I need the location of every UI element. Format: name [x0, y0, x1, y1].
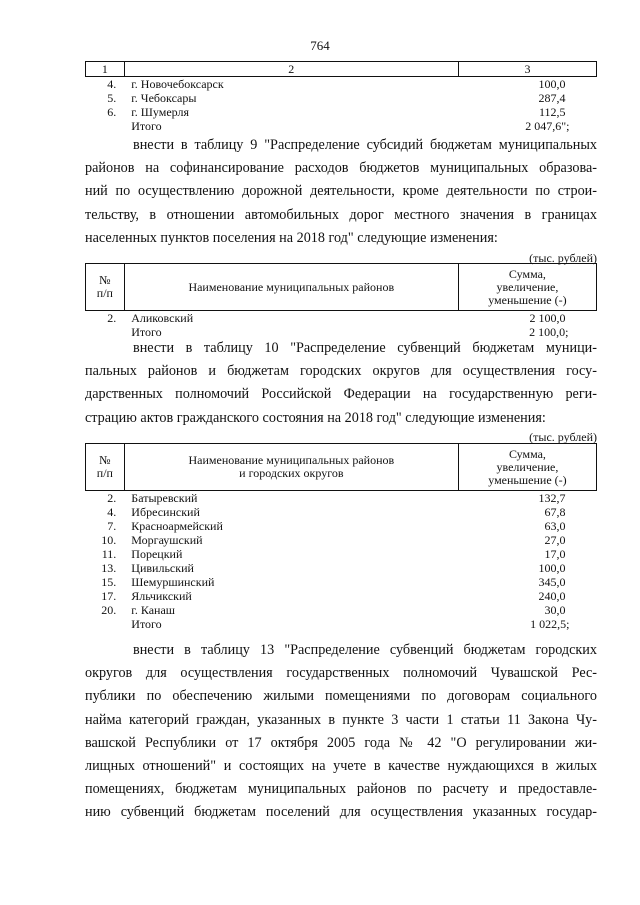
row-name: Моргаушский — [131, 533, 203, 547]
table-row — [86, 91, 597, 105]
row-value: 27,0 — [544, 533, 566, 547]
row-value: 345,0 — [538, 575, 566, 589]
row-number: 4. — [107, 505, 117, 519]
table-row — [86, 519, 597, 533]
table-row — [86, 77, 597, 92]
header-line: и городских округов — [239, 466, 344, 480]
table-row — [86, 547, 597, 561]
table-3 — [85, 443, 597, 631]
row-name: Итого — [131, 325, 162, 339]
header-name — [124, 444, 458, 491]
header-line: Наименование муниципальных районов — [188, 453, 395, 467]
paragraph-1 — [85, 134, 597, 250]
paragraph-line: найма категорий граждан, указанных в пункте 3 части 1 статьи 11 Закона Чу- — [85, 711, 597, 728]
row-value: 2 047,6"; — [525, 119, 570, 133]
row-name: г. Шумерля — [131, 105, 190, 119]
table-row — [86, 603, 597, 617]
header-line: Сумма, — [508, 446, 546, 461]
paragraph-line: страцию актов гражданского состояния на 2018 год" следующие изменения: — [85, 409, 546, 426]
row-value: 287,4 — [538, 91, 566, 105]
table-unit: (тыс. рублей) — [529, 430, 597, 444]
row-number: 7. — [107, 519, 117, 533]
row-value: 100,0 — [538, 77, 566, 91]
table-row — [86, 311, 597, 326]
row-number: 13. — [101, 561, 117, 575]
row-number: 15. — [101, 575, 117, 589]
paragraph-line: ний по осуществлению дорожной деятельности, кроме деятельности по строи- — [85, 183, 597, 200]
row-number: 6. — [107, 105, 117, 119]
row-value: 100,0 — [538, 561, 566, 575]
table-row-total — [86, 617, 597, 631]
header-line: увеличение, — [496, 279, 559, 294]
header-line: уменьшение (-) — [488, 292, 567, 307]
row-number: 10. — [101, 533, 117, 547]
row-name: Итого — [131, 119, 162, 133]
row-name: г. Чебоксары — [131, 91, 197, 105]
paragraph-line: пальных районов и бюджетам городских округов для осуществления госу- — [85, 363, 597, 380]
page-number: 764 — [310, 38, 330, 53]
table-unit: (тыс. рублей) — [529, 251, 597, 265]
table-row — [86, 105, 597, 119]
paragraph-line: помещениях, бюджетам муниципальных районов по расчету и предоставле- — [85, 781, 597, 798]
paragraph-line: внести в таблицу 13 "Распределение субвенций бюджетам городских — [133, 642, 597, 658]
header-line: Сумма, — [508, 266, 546, 281]
header-number — [86, 264, 125, 311]
paragraph-line: вашской Республики от 17 октября 2005 года № 42 "О регулировании жи- — [85, 734, 597, 751]
row-number: 2. — [107, 491, 117, 505]
header-name: Наименование муниципальных районов — [124, 264, 458, 311]
paragraph-2 — [85, 337, 597, 430]
paragraph-line: лищных отношений" и состоящих на учете в качестве нуждающихся в жилых — [85, 758, 597, 775]
row-value: 112,5 — [538, 105, 566, 119]
row-value: 17,0 — [544, 547, 566, 561]
row-value: 63,0 — [544, 519, 566, 533]
paragraph-line: нию субвенций бюджетам поселений для осуществления указанных государ- — [85, 804, 597, 821]
table-row — [86, 589, 597, 603]
header-line: уменьшение (-) — [488, 472, 567, 487]
table-row-total — [86, 119, 597, 133]
row-number: 5. — [107, 91, 117, 105]
paragraph-line: округов для осуществления государственных полномочий Чувашской Рес- — [85, 665, 597, 682]
row-value: 2 100,0 — [529, 311, 566, 325]
row-name: Яльчикский — [131, 589, 192, 603]
row-name: Цивильский — [131, 561, 194, 575]
header-cell: 1 — [86, 62, 125, 77]
row-value: 132,7 — [538, 491, 566, 505]
table-2 — [85, 263, 597, 339]
row-name: Аликовский — [131, 311, 194, 325]
paragraph-line: внести в таблицу 10 "Распределение субвенций бюджетам муници- — [133, 340, 597, 356]
row-value: 30,0 — [544, 603, 566, 617]
row-name: Батыревский — [131, 491, 198, 505]
table-header — [86, 444, 597, 491]
row-name: г. Канаш — [131, 603, 176, 617]
header-cell: 2 — [124, 62, 458, 77]
table-header — [86, 264, 597, 311]
table-row — [86, 561, 597, 575]
paragraph-line: населенных пунктов поселения на 2018 год" следующие изменения: — [85, 229, 498, 246]
table-header — [86, 62, 597, 77]
row-number — [86, 119, 125, 133]
table-1 — [85, 61, 597, 133]
header-line: увеличение, — [496, 459, 559, 474]
table-row — [86, 575, 597, 589]
paragraph-line: публики по обеспечению жилыми помещениями по договорам социального — [85, 688, 597, 705]
paragraph-line: районов на софинансирование расходов бюджетов муниципальных образова- — [85, 160, 597, 177]
table-row — [86, 505, 597, 519]
table-row — [86, 491, 597, 506]
header-line: п/п — [96, 286, 113, 300]
row-name: Шемуршинский — [131, 575, 215, 589]
row-name: Красноармейский — [131, 519, 223, 533]
header-line: № — [99, 273, 111, 287]
row-value: 1 022,5; — [530, 617, 570, 631]
header-sum — [458, 444, 596, 491]
row-value: 2 100,0; — [529, 325, 569, 339]
header-line: № — [99, 453, 111, 467]
table-row — [86, 533, 597, 547]
row-name: Ибресинский — [131, 505, 200, 519]
row-number: 17. — [101, 589, 117, 603]
row-name: Итого — [131, 617, 162, 631]
paragraph-line: дарственных полномочий Российской Федерации на государственную реги- — [85, 386, 597, 403]
row-number: 2. — [107, 311, 117, 325]
paragraph-line: внести в таблицу 9 "Распределение субсидий бюджетам муниципальных — [133, 137, 597, 153]
paragraph-line: тельству, в отношении автомобильных дорог местного значения в границах — [85, 206, 597, 223]
row-name: Порецкий — [131, 547, 183, 561]
header-number — [86, 444, 125, 491]
row-number: 20. — [101, 603, 117, 617]
header-sum — [458, 264, 596, 311]
header-line: п/п — [96, 466, 113, 480]
row-name: г. Новочебоксарск — [131, 77, 224, 91]
row-number — [86, 617, 125, 631]
row-number: 11. — [101, 547, 117, 561]
row-number: 4. — [107, 77, 117, 91]
paragraph-3 — [85, 639, 597, 825]
header-cell: 3 — [458, 62, 596, 77]
row-value: 240,0 — [538, 589, 566, 603]
row-value: 67,8 — [544, 505, 566, 519]
